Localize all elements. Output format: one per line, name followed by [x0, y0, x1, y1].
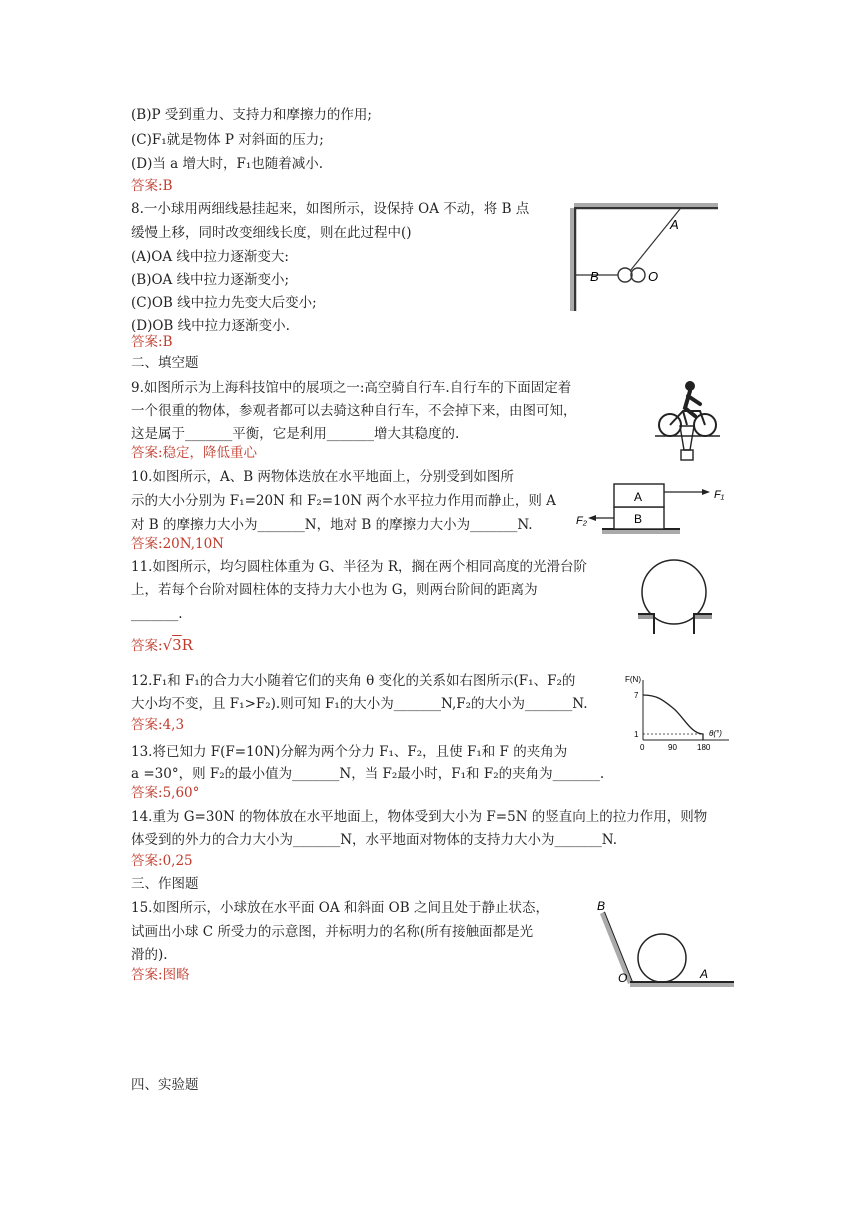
x-tick-90: 90	[668, 743, 677, 752]
x-axis-label: θ(°)	[709, 729, 722, 738]
ground-hatch	[630, 983, 734, 987]
q8-option-d: (D)OB 线中拉力逐渐变小.	[131, 318, 290, 334]
answer-value: 0,25	[162, 853, 193, 869]
f2-label: F₂	[576, 515, 587, 527]
q9-answer	[131, 443, 257, 463]
q11-figure-svg	[636, 556, 716, 642]
q8-figure	[570, 203, 720, 313]
ball-circle-2	[631, 268, 645, 282]
section-4-heading: 四、实验题	[131, 1077, 199, 1093]
q11-answer	[131, 635, 193, 656]
answer-label: 答案:	[131, 445, 163, 461]
section-3-heading: 三、作图题	[131, 876, 199, 892]
answer-value: 4,3	[162, 717, 185, 733]
q12-chart	[625, 672, 735, 754]
bike-frame	[670, 411, 705, 425]
ball-circle-1	[618, 268, 632, 282]
q13-stem-line2: a =30°，则 F₂的最小值为_______N，当 F₂最小时，F₁和 F₂的夹角为_______.	[131, 766, 605, 782]
q15-stem-line1: 15.如图所示，小球放在水平面 OA 和斜面 OB 之间且处于静止状态，	[131, 900, 549, 916]
answer-value: B	[162, 334, 173, 350]
q8-figure-svg	[570, 203, 720, 313]
q13-stem-line1: 13.将已知力 F(F=10N)分解为两个分力 F₁、F₂，且使 F₁和 F 的夹角为	[131, 744, 568, 760]
q10-stem-line2: 示的大小分别为 F₁=20N 和 F₂=10N 两个水平拉力作用而静止，则 A	[131, 493, 556, 509]
y-axis-label: F(N)	[625, 675, 641, 684]
label-a: A	[700, 967, 709, 981]
y-tick-1: 1	[634, 730, 639, 739]
q12-answer	[131, 715, 184, 735]
q9-stem-line3: 这是属于_______平衡，它是利用_______增大其稳度的.	[131, 426, 460, 442]
label-a: A	[670, 217, 679, 232]
answer-value: B	[162, 178, 173, 194]
q14-stem-line1: 14.重为 G=30N 的物体放在水平地面上，物体受到大小为 F=5N 的竖直向上的拉力作用，则物	[131, 809, 708, 825]
answer-radicand: 3	[172, 636, 182, 654]
q12-chart-svg	[625, 672, 735, 754]
q11-stem-line3: _______.	[131, 606, 183, 622]
q9-stem-line2: 一个很重的物体，参观者都可以去骑这种自行车，不会掉下来，由图可知，	[131, 403, 577, 419]
y-tick-7: 7	[634, 691, 639, 700]
f1-label: F₁	[714, 489, 725, 501]
label-b: B	[597, 899, 606, 913]
f1-arrowhead	[702, 489, 710, 495]
section-2-heading: 二、填空题	[131, 355, 199, 371]
block-a-label: A	[634, 490, 643, 504]
answer-label: 答案:	[131, 638, 163, 654]
q9-figure-svg	[650, 378, 725, 468]
q15-stem-line2: 试画出小球 C 所受力的示意图，并标明力的名称(所有接触面都是光	[131, 924, 534, 940]
wall-hatch	[570, 208, 574, 311]
q10-figure	[572, 474, 732, 536]
right-step-hatch	[695, 615, 712, 619]
q9-stem-line1: 9.如图所示为上海科技馆中的展项之一:高空骑自行车.自行车的下面固定着	[131, 380, 572, 396]
q10-answer	[131, 534, 224, 554]
q8-stem-line1: 8.一小球用两细线悬挂起来，如图所示，设保持 OA 不动，将 B 点	[131, 201, 530, 217]
answer-value: 稳定，降低重心	[162, 445, 258, 461]
answer-label: 答案:	[131, 178, 163, 194]
q10-stem-line3: 对 B 的摩擦力大小为_______N，地对 B 的摩擦力大小为_______N.	[131, 517, 533, 533]
counterweight	[681, 450, 693, 460]
answer-value: 图略	[162, 967, 190, 983]
q10-figure-svg	[572, 474, 732, 536]
answer-label: 答案:	[131, 717, 163, 733]
x-tick-0: 0	[640, 743, 645, 752]
q15-answer	[131, 965, 190, 985]
label-o: O	[648, 269, 659, 284]
block-b-label: B	[634, 512, 643, 526]
q7-option-b: (B)P 受到重力、支持力和摩擦力的作用;	[131, 107, 372, 123]
label-o: O	[618, 971, 628, 985]
q11-stem-line1: 11.如图所示，均匀圆柱体重为 G、半径为 R，搁在两个相同高度的光滑台阶	[131, 559, 587, 575]
left-step-hatch	[638, 615, 653, 619]
q15-figure	[592, 896, 737, 992]
answer-value: 5,60°	[162, 785, 200, 801]
answer-label: 答案:	[131, 334, 163, 350]
counterweight-arm	[680, 426, 694, 450]
resultant-curve	[643, 695, 703, 740]
q7-answer	[131, 176, 172, 196]
q7-option-c: (C)F₁就是物体 P 对斜面的压力;	[131, 132, 324, 148]
q9-bicycle-figure	[650, 378, 725, 468]
q8-stem-line2: 缓慢上移，同时改变细线长度，则在此过程中()	[131, 225, 412, 241]
q14-stem-line2: 体受到的外力的合力大小为_______N，水平地面对物体的支持力大小为_______N.	[131, 832, 618, 848]
q12-stem-line2: 大小均不变，且 F₁>F₂).则可知 F₁的大小为_______N,F₂的大小为_______N.	[131, 696, 588, 712]
ceiling-hatch	[574, 203, 718, 207]
q11-figure	[636, 556, 716, 642]
q8-option-b: (B)OA 线中拉力逐渐变小;	[131, 272, 290, 288]
q12-stem-line1: 12.F₁和 F₁的合力大小随着它们的夹角 θ 变化的关系如右图所示(F₁、F₂的	[131, 673, 576, 689]
rider-body	[685, 391, 700, 416]
f2-arrowhead	[588, 515, 596, 521]
q11-stem-line2: 上，若每个台阶对圆柱体的支持力大小也为 G，则两台阶间的距离为	[131, 582, 538, 598]
answer-label: 答案:	[131, 785, 163, 801]
q13-answer	[131, 783, 199, 803]
ground-hatch	[602, 530, 680, 534]
q8-answer	[131, 332, 172, 352]
q10-stem-line1: 10.如图所示，A、B 两物体迭放在水平地面上，分别受到如图所	[131, 469, 514, 485]
q14-answer	[131, 851, 193, 871]
answer-label: 答案:	[131, 536, 163, 552]
sqrt-symbol: √	[162, 636, 173, 654]
ball-c	[638, 934, 686, 982]
q15-stem-line3: 滑的).	[131, 947, 168, 963]
label-b: B	[590, 269, 599, 284]
bike-seat-tube	[683, 411, 687, 425]
q8-option-a: (A)OA 线中拉力逐渐变大:	[131, 249, 289, 265]
answer-value: 20N,10N	[162, 536, 224, 552]
answer-label: 答案:	[131, 853, 163, 869]
answer-unit: R	[181, 636, 193, 654]
x-tick-180: 180	[697, 743, 711, 752]
q15-figure-svg	[592, 896, 737, 992]
answer-label: 答案:	[131, 967, 163, 983]
q7-option-d: (D)当 a 增大时，F₁也随着减小.	[131, 156, 324, 172]
q8-option-c: (C)OB 线中拉力先变大后变小;	[131, 295, 317, 311]
